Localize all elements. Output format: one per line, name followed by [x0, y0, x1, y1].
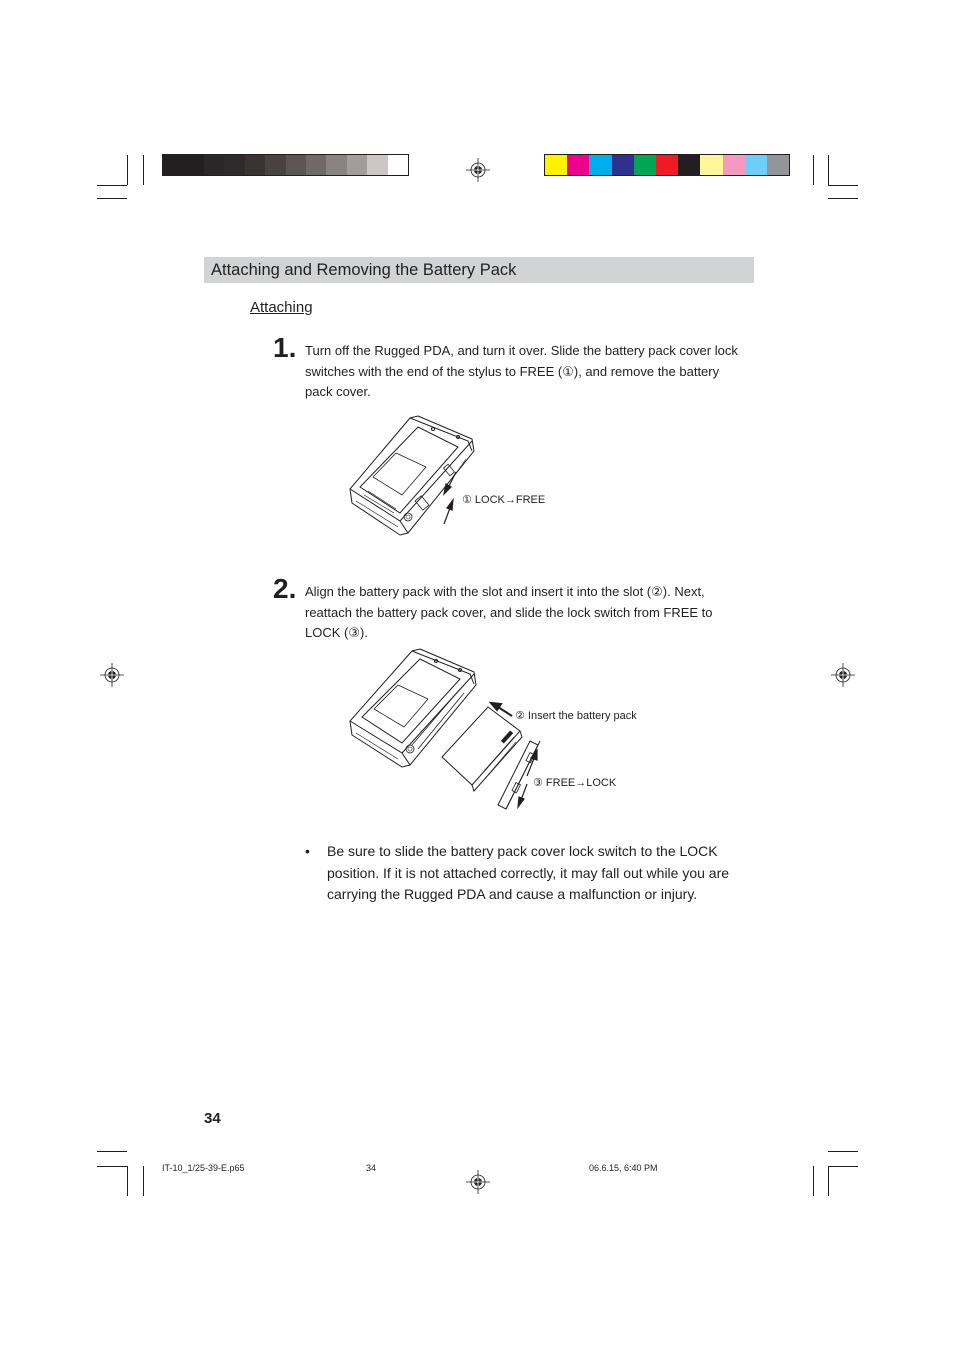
- crosshair-target-icon: [466, 158, 490, 182]
- color-swatch: [286, 155, 306, 175]
- color-swatch: [545, 155, 567, 175]
- color-swatch: [634, 155, 656, 175]
- color-swatch: [367, 155, 387, 175]
- footer-date: 06.6.15, 6:40 PM: [589, 1163, 658, 1173]
- color-swatch: [163, 155, 183, 175]
- color-swatch: [183, 155, 203, 175]
- footer-page: 34: [366, 1163, 377, 1173]
- arrow-icon: [440, 466, 460, 526]
- crop-mark: [813, 155, 814, 185]
- crop-mark: [828, 1166, 858, 1167]
- crop-mark: [828, 1151, 858, 1152]
- step-number: 2.: [273, 573, 297, 604]
- crop-mark: [828, 198, 858, 199]
- color-swatch: [656, 155, 678, 175]
- section-title: Attaching and Removing the Battery Pack: [204, 257, 754, 283]
- color-swatch: [723, 155, 745, 175]
- callout-label: ② Insert the battery pack: [515, 710, 637, 722]
- color-swatch: [612, 155, 634, 175]
- note-text: Be sure to slide the battery pack cover lock switch to the LOCK position. If it is not attached correctly, it may fall out while you are carrying the Rugged PDA and cause a malfunction or injury.: [327, 843, 730, 902]
- crosshair-target-icon: [466, 1170, 490, 1194]
- color-swatch: [745, 155, 767, 175]
- crop-mark: [97, 1151, 127, 1152]
- color-swatch: [678, 155, 700, 175]
- gray-scale-bar: [162, 154, 409, 176]
- callout-label: ③ FREE→LOCK: [533, 777, 617, 789]
- crop-mark: [828, 155, 829, 185]
- bullet-icon: •: [305, 843, 310, 859]
- crop-mark: [127, 155, 128, 185]
- subsection-title: Attaching: [250, 299, 313, 316]
- color-swatch: [326, 155, 346, 175]
- crop-mark: [97, 1166, 127, 1167]
- step-text: Align the battery pack with the slot and insert it into the slot (②). Next, reattach the battery pack cover, and slide the lock switch from FREE to LOCK (③).: [305, 584, 713, 641]
- arrow-icon: [490, 702, 514, 718]
- color-swatch: [204, 155, 224, 175]
- footer-file-name: IT-10_1/25-39-E.p65: [162, 1163, 245, 1173]
- crop-mark: [828, 1166, 829, 1196]
- color-swatch: [245, 155, 265, 175]
- crop-mark: [143, 1166, 144, 1196]
- crop-mark: [828, 185, 858, 186]
- color-swatch: [347, 155, 367, 175]
- color-swatch: [388, 155, 408, 175]
- page-number: 34: [204, 1110, 221, 1127]
- color-swatch: [589, 155, 611, 175]
- callout-label: ① LOCK→FREE: [462, 494, 546, 506]
- crop-mark: [97, 185, 127, 186]
- crosshair-target-icon: [100, 663, 124, 687]
- step-number: 1.: [273, 332, 297, 363]
- color-swatch: [265, 155, 285, 175]
- color-swatch: [700, 155, 722, 175]
- step-text: Turn off the Rugged PDA, and turn it over. Slide the battery pack cover lock switches with the end of the stylus to FREE (①), and remove the battery pack cover.: [305, 343, 738, 400]
- crosshair-target-icon: [831, 663, 855, 687]
- crop-mark: [813, 1166, 814, 1196]
- color-swatch: [224, 155, 244, 175]
- crop-mark: [143, 155, 144, 185]
- crop-mark: [97, 198, 127, 199]
- color-swatch: [567, 155, 589, 175]
- color-swatch: [306, 155, 326, 175]
- color-bar: [544, 154, 790, 176]
- crop-mark: [127, 1166, 128, 1196]
- color-swatch: [767, 155, 789, 175]
